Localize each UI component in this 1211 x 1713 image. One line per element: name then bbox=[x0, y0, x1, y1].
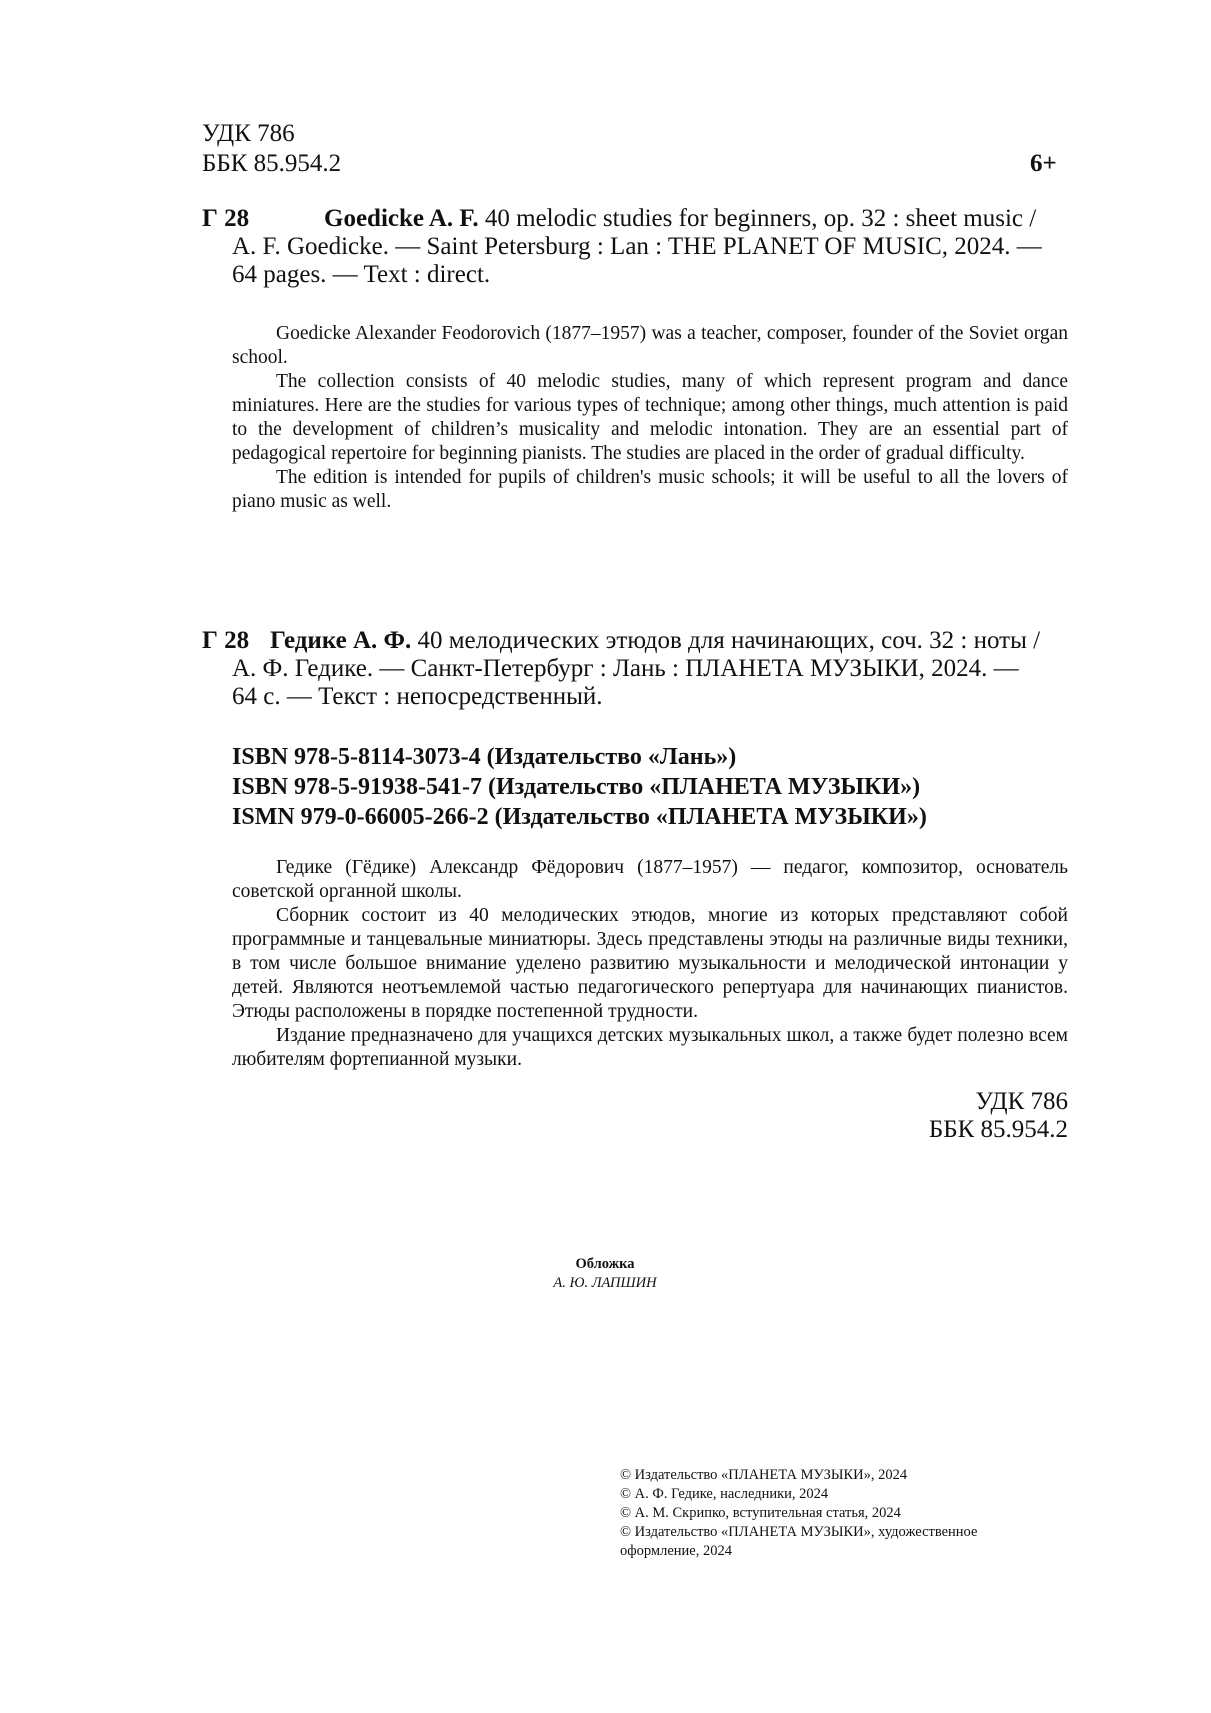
russian-annotation-paragraph: Издание предназначено для учащихся детских музыкальных школ, а также будет полезно всем любителям фортепианной музыки. bbox=[232, 1025, 1068, 1070]
copyright-line: © А. М. Скрипко, вступительная статья, 2024 bbox=[620, 1505, 901, 1521]
russian-entry-mark: Г 28 bbox=[202, 627, 250, 654]
english-entry-author: Goedicke A. F. bbox=[324, 205, 479, 232]
english-entry-title: 40 melodic studies for beginners, op. 32 : sheet music / bbox=[478, 205, 1037, 232]
isbn-planeta: ISBN 978-5-91938-541-7 (Издательство «ПЛАНЕТА МУЗЫКИ») bbox=[232, 774, 921, 800]
age-rating: 6+ bbox=[1030, 150, 1057, 177]
english-annotation-paragraph: Goedicke Alexander Feodorovich (1877–1957) was a teacher, composer, founder of the Soviet organ school. bbox=[232, 323, 1068, 368]
russian-entry-title: 40 мелодических этюдов для начинающих, соч. 32 : ноты / bbox=[411, 627, 1041, 654]
cover-credit bbox=[500, 1255, 710, 1293]
copyright-line: © Издательство «ПЛАНЕТА МУЗЫКИ», художественное оформление, 2024 bbox=[620, 1524, 978, 1559]
russian-entry bbox=[202, 627, 1072, 711]
russian-entry-extent: 64 с. — Текст : непосредственный. bbox=[232, 683, 603, 710]
bbk-code-top: ББК 85.954.2 bbox=[202, 150, 342, 177]
identifiers bbox=[232, 742, 927, 832]
english-entry-mark: Г 28 bbox=[202, 205, 250, 232]
copyright-block bbox=[620, 1466, 1050, 1561]
english-annotation-paragraph: The collection consists of 40 melodic studies, many of which represent program and dance miniatures. Here are the studies for various types of technique; among other things, much attention is paid to the development of children’s musicality and melodic intonation. They are an essential part of pedagogical repertoire for beginning pianists. The studies are placed in the order of gradual difficulty. bbox=[232, 371, 1068, 464]
english-entry-imprint: A. F. Goedicke. — Saint Petersburg : Lan : THE PLANET OF MUSIC, 2024. — bbox=[232, 233, 1042, 260]
russian-entry-imprint: А. Ф. Гедике. — Санкт-Петербург : Лань : ПЛАНЕТА МУЗЫКИ, 2024. — bbox=[232, 655, 1019, 682]
copyright-line: © Издательство «ПЛАНЕТА МУЗЫКИ», 2024 bbox=[620, 1467, 908, 1483]
isbn-lan: ISBN 978-5-8114-3073-4 (Издательство «Лань») bbox=[232, 744, 737, 770]
udk-code-top: УДК 786 bbox=[202, 120, 295, 147]
udk-code-bottom: УДК 786 bbox=[975, 1088, 1068, 1115]
english-annotation-paragraph: The edition is intended for pupils of children's music schools; it will be useful to all the lovers of piano music as well. bbox=[232, 467, 1068, 512]
russian-annotation bbox=[232, 856, 1068, 1072]
russian-entry-author: Гедике А. Ф. bbox=[270, 627, 412, 654]
english-entry-extent: 64 pages. — Text : direct. bbox=[232, 261, 491, 288]
russian-annotation-paragraph: Гедике (Гёдике) Александр Фёдорович (1877–1957) — педагог, композитор, основатель советской органной школы. bbox=[232, 857, 1068, 902]
bbk-code-bottom: ББК 85.954.2 bbox=[928, 1116, 1068, 1143]
bottom-codes bbox=[929, 1088, 1068, 1144]
cover-credit-label: Обложка bbox=[575, 1256, 635, 1272]
copyright-line: © А. Ф. Гедике, наследники, 2024 bbox=[620, 1486, 829, 1502]
english-entry bbox=[202, 205, 1072, 289]
cover-credit-name: А. Ю. ЛАПШИН bbox=[553, 1275, 657, 1291]
english-annotation bbox=[232, 322, 1068, 514]
ismn-planeta: ISMN 979-0-66005-266-2 (Издательство «ПЛАНЕТА МУЗЫКИ») bbox=[232, 804, 927, 830]
russian-annotation-paragraph: Сборник состоит из 40 мелодических этюдов, многие из которых представляют собой программные и танцевальные миниатюры. Здесь представлены этюды на различные виды техники, в том числе большое внимание уделено развитию музыкальности и мелодической интонации у детей. Являются неотъемлемой частью педагогического репертуара для начинающих пианистов. Этюды расположены в порядке постепенной трудности. bbox=[232, 905, 1068, 1022]
